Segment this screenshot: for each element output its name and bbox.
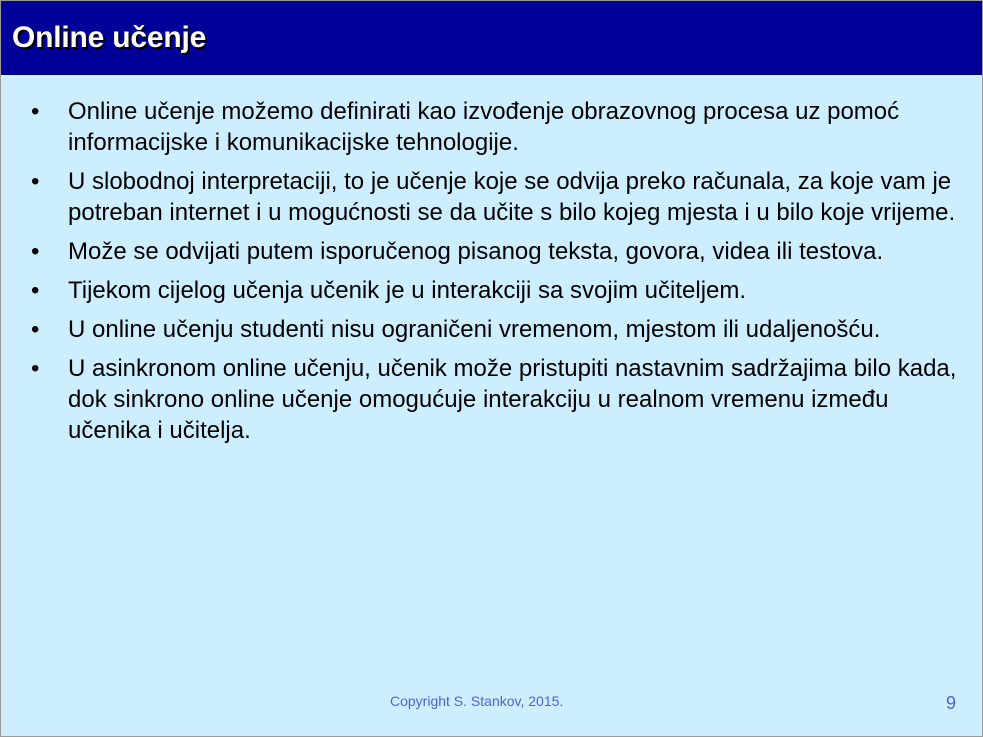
- title-bar: [1, 1, 982, 75]
- bullet-item: [31, 166, 961, 228]
- bullet-text: Online učenje možemo definirati kao izvođenje obrazovnog procesa uz pomoć informacijske i komunikacijske tehnologije.: [68, 98, 900, 156]
- bullet-item: [31, 275, 961, 306]
- bullet-icon: •: [31, 238, 40, 265]
- bullet-text: Može se odvijati putem isporučenog pisanog teksta, govora, videa ili testova.: [68, 238, 884, 265]
- bullet-icon: •: [31, 316, 40, 343]
- bullet-icon: •: [31, 277, 40, 304]
- bullet-icon: •: [31, 168, 40, 195]
- bullet-item: [31, 353, 961, 446]
- bullet-icon: •: [31, 98, 40, 125]
- bullet-icon: •: [31, 355, 40, 382]
- bullet-item: [31, 236, 961, 267]
- bullet-item: [31, 314, 961, 345]
- bullet-text: U asinkronom online učenju, učenik može pristupiti nastavnim sadržajima bilo kada, dok sinkrono online učenje omogućuje interakciju u realnom vremenu između učenika i učitelja.: [68, 355, 957, 444]
- bullet-text: U slobodnoj interpretaciji, to je učenje koje se odvija preko računala, za koje vam je potreban internet i u mogućnosti se da učite s bilo kojeg mjesta i u bilo koje vrijeme.: [68, 168, 956, 226]
- slide-title: Online učenje: [12, 21, 207, 54]
- bullet-text: Tijekom cijelog učenja učenik je u interakciji sa svojim učiteljem.: [68, 277, 747, 304]
- bullet-list: [31, 96, 961, 454]
- bullet-text: U online učenju studenti nisu ograničeni vremenom, mjestom ili udaljenošću.: [68, 316, 881, 343]
- bullet-item: [31, 96, 961, 158]
- footer-copyright: Copyright S. Stankov, 2015.: [390, 693, 564, 709]
- page-number: 9: [945, 693, 956, 713]
